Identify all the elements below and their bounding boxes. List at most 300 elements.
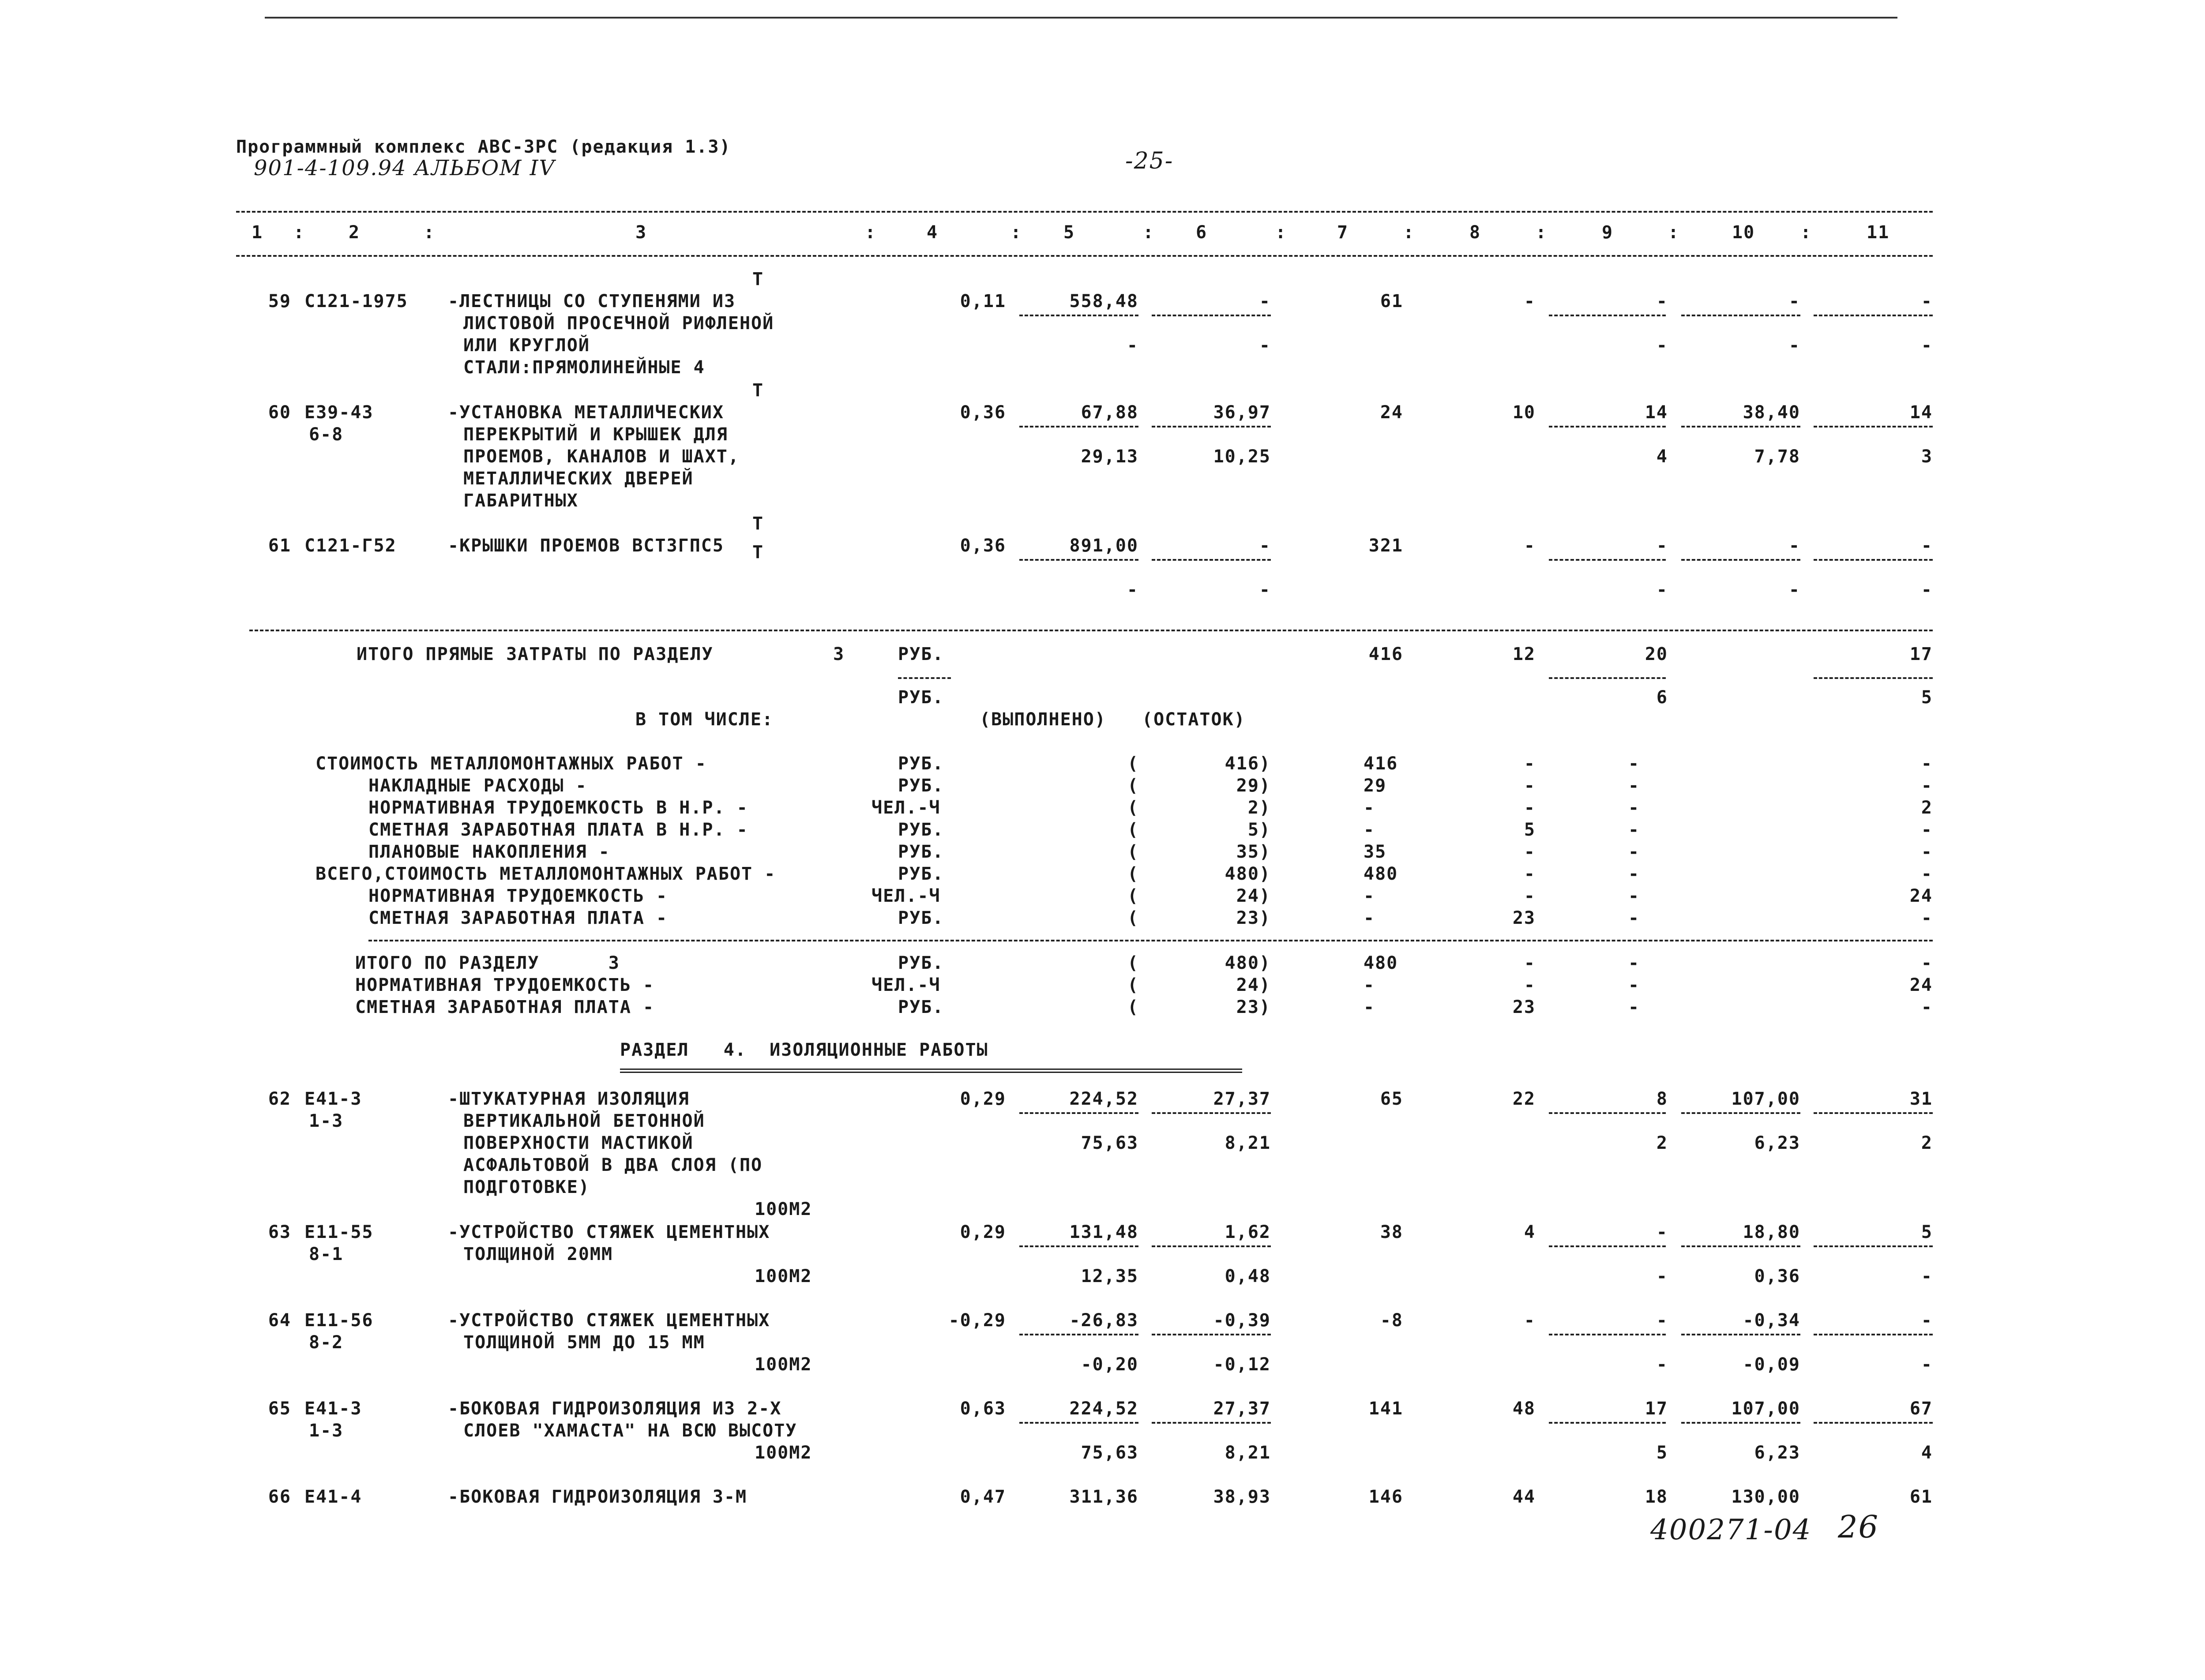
row-number: 65 <box>268 1399 291 1419</box>
summary-open-paren: ( <box>1127 776 1139 796</box>
value-col-7: 38 <box>1380 1222 1403 1242</box>
value-divider <box>1549 315 1666 316</box>
summary-c11: 24 <box>1909 886 1933 906</box>
value-col-10: 38,40 <box>1743 402 1800 423</box>
unit-label: Т <box>752 269 764 289</box>
summary-c7: - <box>1364 908 1375 928</box>
sheet-number: 26 <box>1838 1509 1879 1545</box>
value-divider <box>1152 315 1271 316</box>
value-col-7: -8 <box>1380 1310 1403 1331</box>
summary-value: 35) <box>1236 842 1271 862</box>
value-col-9: - <box>1656 291 1668 311</box>
column-separator: : <box>1275 222 1287 243</box>
price-code: Е11-56 <box>304 1310 374 1331</box>
value-divider <box>1152 1334 1271 1335</box>
summary-unit: РУБ. <box>898 820 944 840</box>
summary-c8: 5 <box>1524 820 1536 840</box>
value-col-5-bottom: 29,13 <box>1081 446 1138 467</box>
value-divider <box>1019 1422 1138 1424</box>
value-col-5: 67,88 <box>1081 402 1138 423</box>
summary-unit: ЧЕЛ.-Ч <box>871 886 941 906</box>
section-4-underline <box>620 1069 1242 1073</box>
price-code: 8-2 <box>309 1332 344 1353</box>
column-header-11: 11 <box>1867 222 1890 243</box>
summary-c8: 23 <box>1512 908 1536 928</box>
summary-c11: - <box>1921 908 1933 928</box>
value-divider <box>1549 1422 1666 1424</box>
value-col-5-bottom: - <box>1127 335 1138 356</box>
value-col-6: - <box>1259 291 1271 311</box>
value-divider <box>1549 426 1666 428</box>
value-divider <box>1152 1112 1271 1114</box>
top-edge-rule <box>265 17 1897 19</box>
column-header-1: 1 <box>252 222 263 243</box>
summary-c7: 29 <box>1364 776 1387 796</box>
value-col-5-bottom: 75,63 <box>1081 1133 1138 1153</box>
value-divider <box>1019 1245 1138 1247</box>
summary-c11: - <box>1921 776 1933 796</box>
work-description: -БОКОВАЯ ГИДРОИЗОЛЯЦИЯ 3-М <box>448 1487 748 1507</box>
summary-c7: 480 <box>1364 953 1398 973</box>
value-col-11: 61 <box>1909 1487 1933 1507</box>
value-divider <box>1019 315 1138 316</box>
value-divider <box>1681 559 1800 561</box>
summary-c7: 416 <box>1364 754 1398 774</box>
value-col-10-bottom: - <box>1788 335 1800 356</box>
work-description: АСФАЛЬТОВОЙ В ДВА СЛОЯ (ПО <box>463 1155 763 1175</box>
value-col-10: 107,00 <box>1731 1399 1800 1419</box>
value-col-4: 0,11 <box>960 291 1006 311</box>
value-col-10-bottom: 7,78 <box>1754 446 1800 467</box>
summary-unit: РУБ. <box>898 842 944 862</box>
summary-label: СТОИМОСТЬ МЕТАЛЛОМОНТАЖНЫХ РАБОТ - <box>316 754 707 774</box>
value-col-5-bottom: - <box>1127 580 1138 600</box>
total-direct-c11b: 5 <box>1921 687 1933 708</box>
value-divider <box>1152 1422 1271 1424</box>
value-col-6: - <box>1259 536 1271 556</box>
value-col-10: - <box>1788 536 1800 556</box>
price-code: Е41-3 <box>304 1399 362 1419</box>
work-description: МЕТАЛЛИЧЕСКИХ ДВЕРЕЙ <box>463 469 694 489</box>
summary-c11: - <box>1921 754 1933 774</box>
value-col-6-bottom: 0,48 <box>1225 1266 1271 1286</box>
column-separator: : <box>1010 222 1022 243</box>
value-divider <box>1549 1245 1666 1247</box>
c11-rule <box>1814 677 1933 679</box>
summary-c8: - <box>1524 842 1536 862</box>
value-col-6: 27,37 <box>1213 1399 1271 1419</box>
value-divider <box>1549 1112 1666 1114</box>
value-divider <box>1681 1334 1800 1335</box>
row-number: 63 <box>268 1222 291 1242</box>
price-code: С121-1975 <box>304 291 408 311</box>
value-col-6-bottom: 8,21 <box>1225 1443 1271 1463</box>
value-col-6-bottom: - <box>1259 580 1271 600</box>
summary-open-paren: ( <box>1127 754 1139 774</box>
column-header-5: 5 <box>1063 222 1075 243</box>
column-separator: : <box>1536 222 1548 243</box>
work-description: ПОДГОТОВКЕ) <box>463 1177 590 1197</box>
summary-value: 2) <box>1247 798 1271 818</box>
summary-value: 480) <box>1225 864 1271 884</box>
value-col-4: 0,47 <box>960 1487 1006 1507</box>
work-description: -ЛЕСТНИЦЫ СО СТУПЕНЯМИ ИЗ <box>448 291 736 311</box>
value-col-4: 0,36 <box>960 536 1006 556</box>
column-separator: : <box>1143 222 1155 243</box>
value-divider <box>1681 1245 1800 1247</box>
summary-c9: - <box>1628 820 1640 840</box>
value-divider <box>1019 426 1138 428</box>
summary-c11: - <box>1921 820 1933 840</box>
value-col-11: - <box>1921 291 1933 311</box>
work-description: ЛИСТОВОЙ ПРОСЕЧНОЙ РИФЛЕНОЙ <box>463 313 774 334</box>
summary-c7: - <box>1364 820 1375 840</box>
value-col-9-bottom: - <box>1656 335 1668 356</box>
value-col-6-bottom: 8,21 <box>1225 1133 1271 1153</box>
value-col-9: - <box>1656 536 1668 556</box>
value-col-5: 131,48 <box>1069 1222 1138 1242</box>
price-code: Е39-43 <box>304 402 374 423</box>
summary-c9: - <box>1628 864 1640 884</box>
work-description: ВЕРТИКАЛЬНОЙ БЕТОННОЙ <box>463 1111 705 1131</box>
row-number: 60 <box>268 402 291 423</box>
column-header-9: 9 <box>1602 222 1614 243</box>
value-col-9: - <box>1656 1310 1668 1331</box>
price-code: С121-Г52 <box>304 536 397 556</box>
value-col-11-bottom: - <box>1921 580 1933 600</box>
summary-c9: - <box>1628 997 1640 1017</box>
column-header-8: 8 <box>1469 222 1481 243</box>
total-direct-c8: 12 <box>1512 644 1536 664</box>
summary-c9: - <box>1628 908 1640 928</box>
work-description: ТОЛЩИНОЙ 5ММ ДО 15 ММ <box>463 1332 705 1353</box>
value-divider <box>1152 559 1271 561</box>
total-direct-unit: РУБ. <box>898 644 944 664</box>
total-direct-label: ИТОГО ПРЯМЫЕ ЗАТРАТЫ ПО РАЗДЕЛУ <box>357 644 714 664</box>
value-col-7: 141 <box>1368 1399 1403 1419</box>
work-description: ГАБАРИТНЫХ <box>463 491 578 511</box>
summary-c8: - <box>1524 953 1536 973</box>
column-header-4: 4 <box>927 222 939 243</box>
value-col-9-bottom: - <box>1656 1266 1668 1286</box>
column-separator: : <box>1800 222 1812 243</box>
value-divider <box>1152 1245 1271 1247</box>
value-divider <box>1814 1245 1933 1247</box>
value-col-8: 22 <box>1512 1089 1536 1109</box>
value-divider <box>1814 1422 1933 1424</box>
summary-open-paren: ( <box>1127 842 1139 862</box>
value-divider <box>1019 559 1138 561</box>
summary-c11: - <box>1921 864 1933 884</box>
summary-c9: - <box>1628 975 1640 995</box>
value-col-10: 130,00 <box>1731 1487 1800 1507</box>
value-col-9: 8 <box>1656 1089 1668 1109</box>
unit-label: Т <box>752 542 764 562</box>
column-header-2: 2 <box>349 222 361 243</box>
unit-label: Т <box>752 380 764 401</box>
value-divider <box>1814 315 1933 316</box>
value-divider <box>1814 1334 1933 1335</box>
value-col-4: -0,29 <box>948 1310 1006 1331</box>
summary-c8: - <box>1524 798 1536 818</box>
summary-value: 24) <box>1236 975 1271 995</box>
done-label: (ВЫПОЛНЕНО) <box>980 709 1106 730</box>
work-description: ТОЛЩИНОЙ 20ММ <box>463 1244 613 1264</box>
summary-value: 23) <box>1236 997 1271 1017</box>
unit-label: Т <box>752 514 764 534</box>
value-col-5: 311,36 <box>1069 1487 1138 1507</box>
work-description: -УСТРОЙСТВО СТЯЖЕК ЦЕМЕНТНЫХ <box>448 1222 770 1242</box>
value-col-5-bottom: -0,20 <box>1081 1354 1138 1375</box>
summary-unit: ЧЕЛ.-Ч <box>871 975 941 995</box>
value-col-6-bottom: 10,25 <box>1213 446 1271 467</box>
price-code: Е41-3 <box>304 1089 362 1109</box>
value-col-7: 24 <box>1380 402 1403 423</box>
price-code: 1-3 <box>309 1421 344 1441</box>
value-col-10: -0,34 <box>1743 1310 1800 1331</box>
summary-unit: РУБ. <box>898 997 944 1017</box>
value-divider <box>1019 1334 1138 1335</box>
value-col-11: 5 <box>1921 1222 1933 1242</box>
work-description: СЛОЕВ "ХАМАСТА" НА ВСЮ ВЫСОТУ <box>463 1421 797 1441</box>
value-col-11: - <box>1921 536 1933 556</box>
section-total-rule <box>249 630 1933 631</box>
column-separator: : <box>1403 222 1415 243</box>
price-code: 6-8 <box>309 424 344 445</box>
value-col-4: 0,63 <box>960 1399 1006 1419</box>
value-col-11: 31 <box>1909 1089 1933 1109</box>
summary-label: ВСЕГО,СТОИМОСТЬ МЕТАЛЛОМОНТАЖНЫХ РАБОТ - <box>316 864 776 884</box>
value-col-9-bottom: 2 <box>1656 1133 1668 1153</box>
c9-rule <box>1549 677 1666 679</box>
value-divider <box>1549 559 1666 561</box>
value-col-10: 18,80 <box>1743 1222 1800 1242</box>
value-col-8: 10 <box>1512 402 1536 423</box>
summary-c7: - <box>1364 975 1375 995</box>
summary-c9: - <box>1628 754 1640 774</box>
summary-label: НОРМАТИВНАЯ ТРУДОЕМКОСТЬ В Н.Р. - <box>368 798 748 818</box>
value-col-5-bottom: 75,63 <box>1081 1443 1138 1463</box>
summary-c7: - <box>1364 886 1375 906</box>
summary-value: 23) <box>1236 908 1271 928</box>
work-description: ИЛИ КРУГЛОЙ <box>463 335 590 356</box>
column-header-7: 7 <box>1337 222 1349 243</box>
summary-c8: 23 <box>1512 997 1536 1017</box>
album-title: 901-4-109.94 АЛЬБОМ IV <box>254 156 556 180</box>
total-direct-c9b: 6 <box>1656 687 1668 708</box>
summary-c7: 35 <box>1364 842 1387 862</box>
summary-unit: РУБ. <box>898 864 944 884</box>
value-col-9: 14 <box>1645 402 1668 423</box>
summary-c9: - <box>1628 953 1640 973</box>
value-col-4: 0,29 <box>960 1222 1006 1242</box>
value-col-7: 321 <box>1368 536 1403 556</box>
program-title: Программный комплекс АВС-3РС (редакция 1.3) <box>236 137 731 157</box>
value-col-10-bottom: - <box>1788 580 1800 600</box>
summary-c11: - <box>1921 842 1933 862</box>
value-col-7: 65 <box>1380 1089 1403 1109</box>
value-col-9-bottom: - <box>1656 1354 1668 1375</box>
summary-open-paren: ( <box>1127 820 1139 840</box>
work-description: ПЕРЕКРЫТИЙ И КРЫШЕК ДЛЯ <box>463 424 728 445</box>
summary-c11: - <box>1921 997 1933 1017</box>
value-col-6: 1,62 <box>1225 1222 1271 1242</box>
summary-c8: - <box>1524 776 1536 796</box>
value-col-8: - <box>1524 536 1536 556</box>
summary-c7: - <box>1364 798 1375 818</box>
total-direct-c7: 416 <box>1368 644 1403 664</box>
value-col-5-bottom: 12,35 <box>1081 1266 1138 1286</box>
row-number: 62 <box>268 1089 291 1109</box>
value-col-8: - <box>1524 1310 1536 1331</box>
summary-unit: РУБ. <box>898 754 944 774</box>
summary-value: 416) <box>1225 754 1271 774</box>
summary-unit: РУБ. <box>898 908 944 928</box>
handwritten-number: 400271-04 <box>1650 1514 1812 1546</box>
summary-open-paren: ( <box>1127 997 1139 1017</box>
summary-c8: - <box>1524 754 1536 774</box>
value-col-9: 17 <box>1645 1399 1668 1419</box>
value-col-11: 67 <box>1909 1399 1933 1419</box>
column-separator: : <box>424 222 436 243</box>
value-divider <box>1814 1112 1933 1114</box>
summary-value: 480) <box>1225 953 1271 973</box>
column-separator: : <box>865 222 877 243</box>
value-col-5: -26,83 <box>1069 1310 1138 1331</box>
summary-open-paren: ( <box>1127 975 1139 995</box>
value-col-6-bottom: - <box>1259 335 1271 356</box>
column-separator: : <box>293 222 305 243</box>
total-direct-section: 3 <box>833 644 845 664</box>
price-code: Е11-55 <box>304 1222 374 1242</box>
rest-label: (ОСТАТОК) <box>1142 709 1246 730</box>
summary-label: СМЕТНАЯ ЗАРАБОТНАЯ ПЛАТА В Н.Р. - <box>368 820 748 840</box>
column-header-10: 10 <box>1732 222 1755 243</box>
work-description: -УСТАНОВКА МЕТАЛЛИЧЕСКИХ <box>448 402 724 423</box>
value-col-11: - <box>1921 1310 1933 1331</box>
value-col-10-bottom: -0,09 <box>1743 1354 1800 1375</box>
summary-open-paren: ( <box>1127 886 1139 906</box>
header-rule-top <box>236 211 1933 213</box>
summary-label: НОРМАТИВНАЯ ТРУДОЕМКОСТЬ - <box>368 886 668 906</box>
row-number: 66 <box>268 1487 291 1507</box>
value-col-10: - <box>1788 291 1800 311</box>
value-col-9: - <box>1656 1222 1668 1242</box>
section-4-title: РАЗДЕЛ 4. ИЗОЛЯЦИОННЫЕ РАБОТЫ <box>620 1040 988 1060</box>
summary-value: 24) <box>1236 886 1271 906</box>
work-description: -УСТРОЙСТВО СТЯЖЕК ЦЕМЕНТНЫХ <box>448 1310 770 1331</box>
value-col-8: 4 <box>1524 1222 1536 1242</box>
summary-c9: - <box>1628 798 1640 818</box>
summary-label: СМЕТНАЯ ЗАРАБОТНАЯ ПЛАТА - <box>368 908 668 928</box>
value-divider <box>1681 1422 1800 1424</box>
value-col-9: 18 <box>1645 1487 1668 1507</box>
summary-c9: - <box>1628 842 1640 862</box>
value-col-9-bottom: - <box>1656 580 1668 600</box>
summary-c9: - <box>1628 776 1640 796</box>
value-col-5: 891,00 <box>1069 536 1138 556</box>
value-col-10: 107,00 <box>1731 1089 1800 1109</box>
summary-c11: - <box>1921 953 1933 973</box>
price-code: 8-1 <box>309 1244 344 1264</box>
column-separator: : <box>1668 222 1680 243</box>
row-number: 59 <box>268 291 291 311</box>
summary-label: НАКЛАДНЫЕ РАСХОДЫ - <box>368 776 587 796</box>
value-divider <box>1681 426 1800 428</box>
value-col-11-bottom: 4 <box>1921 1443 1933 1463</box>
value-col-11: 14 <box>1909 402 1933 423</box>
value-col-8: 48 <box>1512 1399 1536 1419</box>
summary-c8: - <box>1524 886 1536 906</box>
value-col-4: 0,36 <box>960 402 1006 423</box>
value-col-7: 146 <box>1368 1487 1403 1507</box>
value-divider <box>1814 426 1933 428</box>
summary-c7: 480 <box>1364 864 1398 884</box>
summary-value: 5) <box>1247 820 1271 840</box>
unit-underline <box>898 677 951 679</box>
value-col-9-bottom: 5 <box>1656 1443 1668 1463</box>
value-col-6: 27,37 <box>1213 1089 1271 1109</box>
value-col-11-bottom: 3 <box>1921 446 1933 467</box>
value-col-11-bottom: - <box>1921 1354 1933 1375</box>
summary-unit: РУБ. <box>898 776 944 796</box>
summary-c8: - <box>1524 864 1536 884</box>
value-col-11-bottom: - <box>1921 335 1933 356</box>
work-description: -КРЫШКИ ПРОЕМОВ ВСТ3ГПС5 <box>448 536 724 556</box>
total-direct-c9: 20 <box>1645 644 1668 664</box>
summary-open-paren: ( <box>1127 864 1139 884</box>
value-col-9-bottom: 4 <box>1656 446 1668 467</box>
summary-c9: - <box>1628 886 1640 906</box>
summary-unit: ЧЕЛ.-Ч <box>871 798 941 818</box>
value-divider <box>1681 1112 1800 1114</box>
total-direct-unit-2: РУБ. <box>898 687 944 708</box>
column-header-6: 6 <box>1196 222 1208 243</box>
summary-unit: РУБ. <box>898 953 944 973</box>
value-col-6: 36,97 <box>1213 402 1271 423</box>
value-divider <box>1019 1112 1138 1114</box>
value-col-4: 0,29 <box>960 1089 1006 1109</box>
value-col-5: 224,52 <box>1069 1089 1138 1109</box>
value-divider <box>1152 426 1271 428</box>
summary-label: СМЕТНАЯ ЗАРАБОТНАЯ ПЛАТА - <box>355 997 655 1017</box>
value-col-6: 38,93 <box>1213 1487 1271 1507</box>
value-col-10-bottom: 6,23 <box>1754 1443 1800 1463</box>
including-label: В ТОМ ЧИСЛЕ: <box>635 709 774 730</box>
summary-c11: 2 <box>1921 798 1933 818</box>
value-col-11-bottom: 2 <box>1921 1133 1933 1153</box>
unit-label: 100М2 <box>755 1266 812 1286</box>
unit-label: 100М2 <box>755 1199 812 1219</box>
total-direct-c11: 17 <box>1909 644 1933 664</box>
summary-open-paren: ( <box>1127 908 1139 928</box>
summary-open-paren: ( <box>1127 798 1139 818</box>
value-divider <box>1681 315 1800 316</box>
value-divider <box>1814 559 1933 561</box>
value-col-6-bottom: -0,12 <box>1213 1354 1271 1375</box>
work-description: -ШТУКАТУРНАЯ ИЗОЛЯЦИЯ <box>448 1089 690 1109</box>
summary-label: ИТОГО ПО РАЗДЕЛУ 3 <box>355 953 620 973</box>
page-number: -25- <box>1125 148 1174 174</box>
summary-label: НОРМАТИВНАЯ ТРУДОЕМКОСТЬ - <box>355 975 655 995</box>
value-col-8: 44 <box>1512 1487 1536 1507</box>
column-header-3: 3 <box>635 222 647 243</box>
summary-open-paren: ( <box>1127 953 1139 973</box>
row-number: 64 <box>268 1310 291 1331</box>
summary-c11: 24 <box>1909 975 1933 995</box>
work-description: СТАЛИ:ПРЯМОЛИНЕЙНЫЕ 4 <box>463 357 705 378</box>
work-description: -БОКОВАЯ ГИДРОИЗОЛЯЦИЯ ИЗ 2-Х <box>448 1399 782 1419</box>
